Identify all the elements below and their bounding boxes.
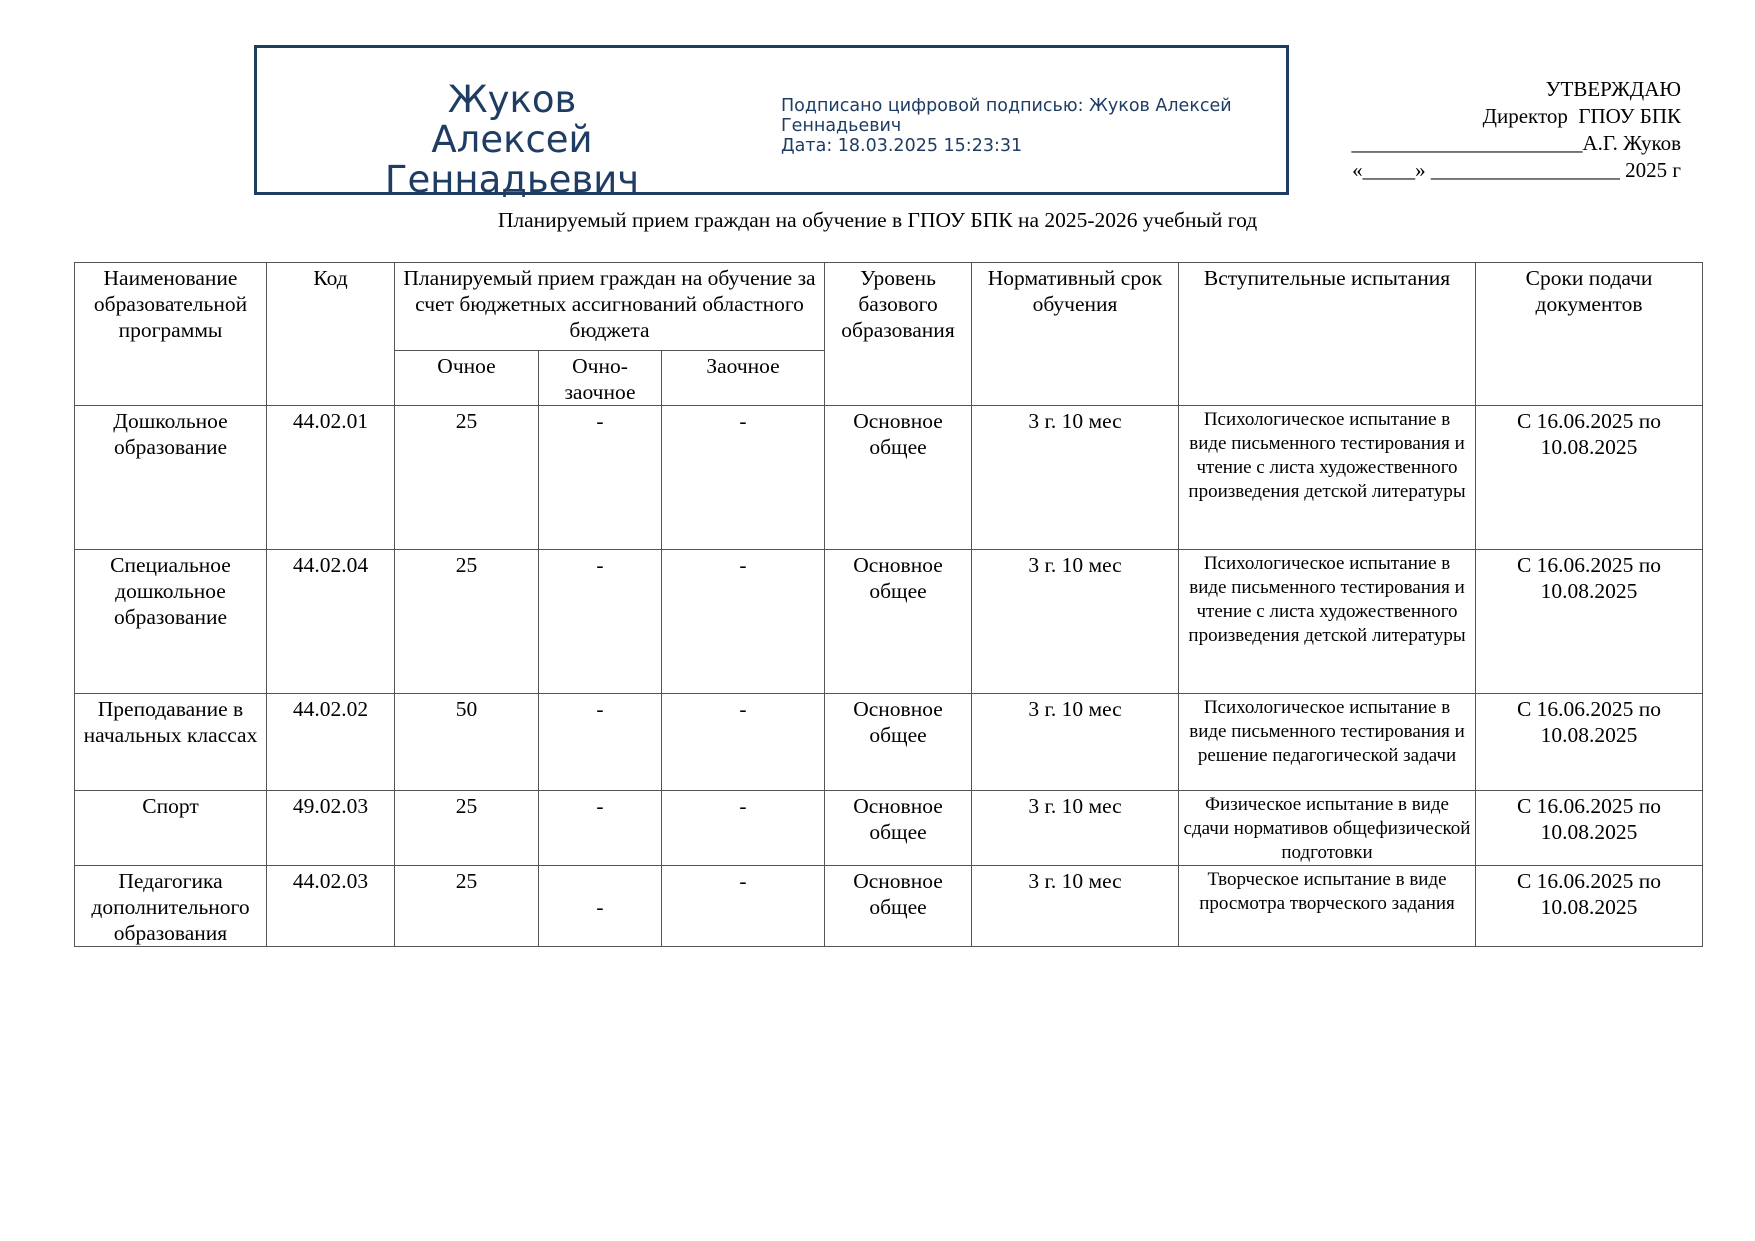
cell-level: Основное общее: [825, 866, 972, 947]
cell-full-time: 25: [395, 550, 539, 694]
cell-program: Специальное дошкольное образование: [75, 550, 267, 694]
cell-code: 44.02.02: [267, 694, 395, 791]
cell-program: Дошкольное образование: [75, 406, 267, 550]
header-deadlines: Сроки подачи документов: [1476, 263, 1703, 406]
approval-block: [1261, 76, 1681, 184]
cell-level: Основное общее: [825, 694, 972, 791]
header-duration: Нормативный срок обучения: [972, 263, 1179, 406]
approval-position: Директор ГПОУ БПК: [1482, 104, 1681, 128]
cell-level: Основное общее: [825, 550, 972, 694]
cell-code: 44.02.03: [267, 866, 395, 947]
document-title: Планируемый прием граждан на обучение в ГПОУ БПК на 2025-2026 учебный год: [497, 208, 1258, 232]
table-body: [75, 406, 1703, 947]
cell-part-time: -: [539, 791, 662, 866]
signature-date: Дата: 18.03.2025 15:23:31: [781, 136, 1023, 156]
admission-table: [74, 262, 1703, 947]
cell-duration: 3 г. 10 мес: [972, 694, 1179, 791]
table-row: [75, 406, 1703, 550]
cell-code: 44.02.01: [267, 406, 395, 550]
header-full-time: Очное: [395, 351, 539, 406]
signature-details: [781, 96, 1251, 156]
signed-by-line: Подписано цифровой подписью: Жуков Алексей Геннадьевич: [781, 96, 1232, 136]
cell-deadlines: С 16.06.2025 по 10.08.2025: [1476, 694, 1703, 791]
cell-deadlines: С 16.06.2025 по 10.08.2025: [1476, 866, 1703, 947]
cell-level: Основное общее: [825, 791, 972, 866]
cell-code: 49.02.03: [267, 791, 395, 866]
header-base-level: Уровень базового образования: [825, 263, 972, 406]
cell-distance: -: [662, 550, 825, 694]
digital-signature-stamp: [254, 45, 1289, 201]
cell-part-time: -: [539, 866, 662, 947]
cell-duration: 3 г. 10 мес: [972, 550, 1179, 694]
cell-level: Основное общее: [825, 406, 972, 550]
cell-full-time: 50: [395, 694, 539, 791]
cell-duration: 3 г. 10 мес: [972, 406, 1179, 550]
cell-part-time: -: [539, 406, 662, 550]
cell-exams: Психологическое испытание в виде письменного тестирования и чтение с листа художественного произведения детской литературы: [1179, 550, 1476, 694]
cell-full-time: 25: [395, 791, 539, 866]
table-row: [75, 550, 1703, 694]
cell-program: Преподавание в начальных классах: [75, 694, 267, 791]
cell-exams: Творческое испытание в виде просмотра творческого задания: [1179, 866, 1476, 947]
table-row: [75, 694, 1703, 791]
cell-deadlines: С 16.06.2025 по 10.08.2025: [1476, 406, 1703, 550]
cell-part-time: -: [539, 550, 662, 694]
cell-program: Спорт: [75, 791, 267, 866]
cell-full-time: 25: [395, 406, 539, 550]
header-program: Наименование образовательной программы: [75, 263, 267, 406]
cell-exams: Психологическое испытание в виде письменного тестирования и чтение с листа художественного произведения детской литературы: [1179, 406, 1476, 550]
approval-title: УТВЕРЖДАЮ: [1545, 77, 1681, 101]
cell-distance: -: [662, 694, 825, 791]
cell-distance: -: [662, 866, 825, 947]
table-row: [75, 791, 1703, 866]
cell-deadlines: С 16.06.2025 по 10.08.2025: [1476, 550, 1703, 694]
table-row: [75, 866, 1703, 947]
cell-exams: Психологическое испытание в виде письменного тестирования и решение педагогической задачи: [1179, 694, 1476, 791]
cell-part-time: -: [539, 694, 662, 791]
table-header: [75, 263, 1703, 406]
header-part-time: Очно-заочное: [539, 351, 662, 406]
cell-duration: 3 г. 10 мес: [972, 791, 1179, 866]
header-distance: Заочное: [662, 351, 825, 406]
header-entrance-exams: Вступительные испытания: [1179, 263, 1476, 406]
header-planned-admission: Планируемый прием граждан на обучение за счет бюджетных ассигнований областного бюджета: [395, 263, 825, 351]
header-code: Код: [267, 263, 395, 406]
cell-distance: -: [662, 791, 825, 866]
approval-date-line: «_____» __________________ 2025 г: [1352, 158, 1681, 182]
cell-duration: 3 г. 10 мес: [972, 866, 1179, 947]
approval-signature-line: ______________________А.Г. Жуков: [1351, 131, 1681, 155]
cell-full-time: 25: [395, 866, 539, 947]
cell-program: Педагогика дополнительного образования: [75, 866, 267, 947]
cell-code: 44.02.04: [267, 550, 395, 694]
cell-exams: Физическое испытание в виде сдачи нормативов общефизической подготовки: [1179, 791, 1476, 866]
cell-distance: -: [662, 406, 825, 550]
signer-name: Жуков Алексей Геннадьевич: [384, 78, 640, 201]
cell-deadlines: С 16.06.2025 по 10.08.2025: [1476, 791, 1703, 866]
